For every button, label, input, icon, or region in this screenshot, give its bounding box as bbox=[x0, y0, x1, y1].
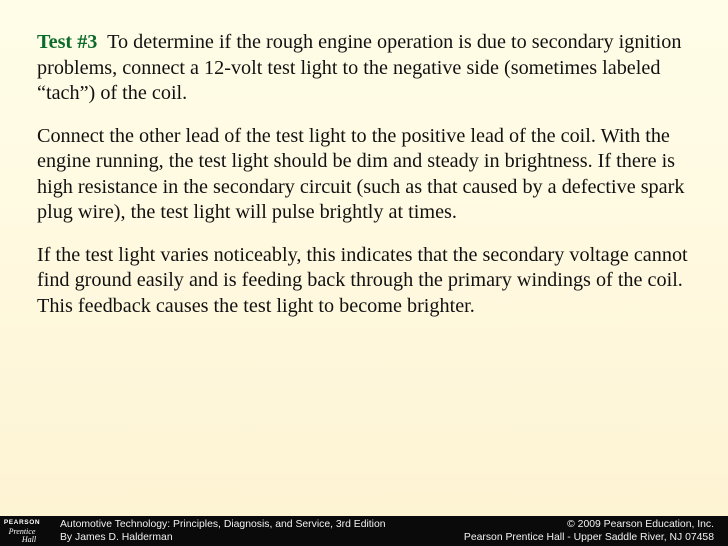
publisher-address: Pearson Prentice Hall - Upper Saddle River, NJ 07458 bbox=[463, 531, 714, 543]
logo-line-1: Prentice bbox=[8, 527, 36, 536]
paragraph-feedback: If the test light varies noticeably, this indicates that the secondary voltage cannot find ground easily and is feeding back through the primary windings of the coil. This feedback causes the test light to become brighter. bbox=[37, 243, 688, 317]
book-title: Automotive Technology: Principles, Diagnosis, and Service, 3rd Edition bbox=[60, 519, 386, 530]
slide-footer bbox=[0, 516, 728, 546]
pearson-prentice-hall-logo bbox=[0, 516, 44, 546]
footer-publisher-info bbox=[464, 519, 714, 544]
paragraph-test-3 bbox=[37, 30, 703, 107]
book-author: By James D. Halderman bbox=[60, 531, 173, 543]
paragraph-text: To determine if the rough engine operation is due to secondary ignition problems, connect a 12-volt test light to the negative side (sometimes labeled “tach”) of the coil. bbox=[37, 31, 687, 104]
logo-brand: PEARSON bbox=[3, 519, 41, 526]
paragraph-connect-lead: Connect the other lead of the test light to the positive lead of the coil. With the engine running, the test light should be dim and steady in brightness. If there is high resistance in the secondary circuit (such as that caused by a defective spark plug wire), the test light will pulse brightly at times. bbox=[37, 124, 685, 223]
footer-book-info bbox=[60, 519, 386, 544]
slide-body bbox=[37, 30, 703, 336]
copyright-notice: © 2009 Pearson Education, Inc. bbox=[567, 519, 714, 530]
logo-line-2: Hall bbox=[21, 535, 37, 544]
test-number-label: Test #3 bbox=[37, 31, 98, 53]
logo-imprint bbox=[8, 528, 36, 544]
